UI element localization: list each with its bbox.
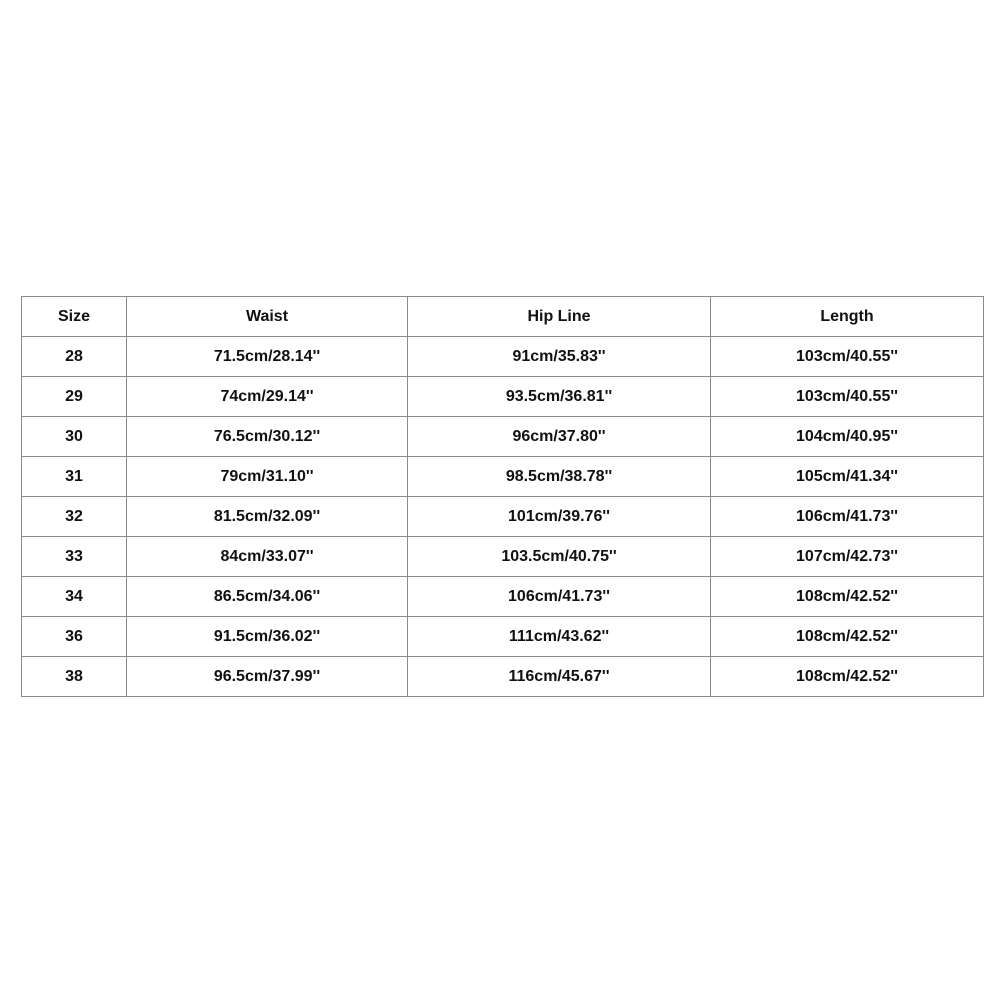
cell-size: 36 (22, 617, 127, 657)
table-row (22, 457, 984, 497)
header-waist: Waist (127, 297, 408, 337)
cell-size: 29 (22, 377, 127, 417)
cell-waist: 96.5cm/37.99'' (127, 657, 408, 697)
cell-waist: 71.5cm/28.14'' (127, 337, 408, 377)
cell-length: 103cm/40.55'' (711, 337, 984, 377)
cell-waist: 74cm/29.14'' (127, 377, 408, 417)
cell-hip-line: 111cm/43.62'' (408, 617, 711, 657)
size-chart-body (22, 337, 984, 697)
table-row (22, 497, 984, 537)
cell-size: 31 (22, 457, 127, 497)
cell-hip-line: 116cm/45.67'' (408, 657, 711, 697)
cell-size: 38 (22, 657, 127, 697)
header-length: Length (711, 297, 984, 337)
table-row (22, 657, 984, 697)
cell-size: 33 (22, 537, 127, 577)
header-size: Size (22, 297, 127, 337)
cell-hip-line: 91cm/35.83'' (408, 337, 711, 377)
cell-waist: 79cm/31.10'' (127, 457, 408, 497)
table-row (22, 377, 984, 417)
header-row (22, 297, 984, 337)
cell-size: 34 (22, 577, 127, 617)
cell-length: 107cm/42.73'' (711, 537, 984, 577)
cell-waist: 76.5cm/30.12'' (127, 417, 408, 457)
cell-length: 104cm/40.95'' (711, 417, 984, 457)
cell-hip-line: 106cm/41.73'' (408, 577, 711, 617)
cell-length: 108cm/42.52'' (711, 577, 984, 617)
cell-hip-line: 96cm/37.80'' (408, 417, 711, 457)
table-row (22, 337, 984, 377)
cell-length: 106cm/41.73'' (711, 497, 984, 537)
cell-size: 28 (22, 337, 127, 377)
size-chart-header (22, 297, 984, 337)
cell-size: 32 (22, 497, 127, 537)
cell-length: 108cm/42.52'' (711, 657, 984, 697)
header-hip-line: Hip Line (408, 297, 711, 337)
cell-size: 30 (22, 417, 127, 457)
table-row (22, 417, 984, 457)
cell-waist: 91.5cm/36.02'' (127, 617, 408, 657)
cell-length: 105cm/41.34'' (711, 457, 984, 497)
cell-waist: 81.5cm/32.09'' (127, 497, 408, 537)
cell-hip-line: 93.5cm/36.81'' (408, 377, 711, 417)
cell-length: 108cm/42.52'' (711, 617, 984, 657)
table-row (22, 537, 984, 577)
cell-waist: 84cm/33.07'' (127, 537, 408, 577)
cell-hip-line: 101cm/39.76'' (408, 497, 711, 537)
cell-hip-line: 103.5cm/40.75'' (408, 537, 711, 577)
cell-hip-line: 98.5cm/38.78'' (408, 457, 711, 497)
cell-length: 103cm/40.55'' (711, 377, 984, 417)
table-row (22, 617, 984, 657)
size-chart-table (21, 296, 984, 697)
table-row (22, 577, 984, 617)
cell-waist: 86.5cm/34.06'' (127, 577, 408, 617)
